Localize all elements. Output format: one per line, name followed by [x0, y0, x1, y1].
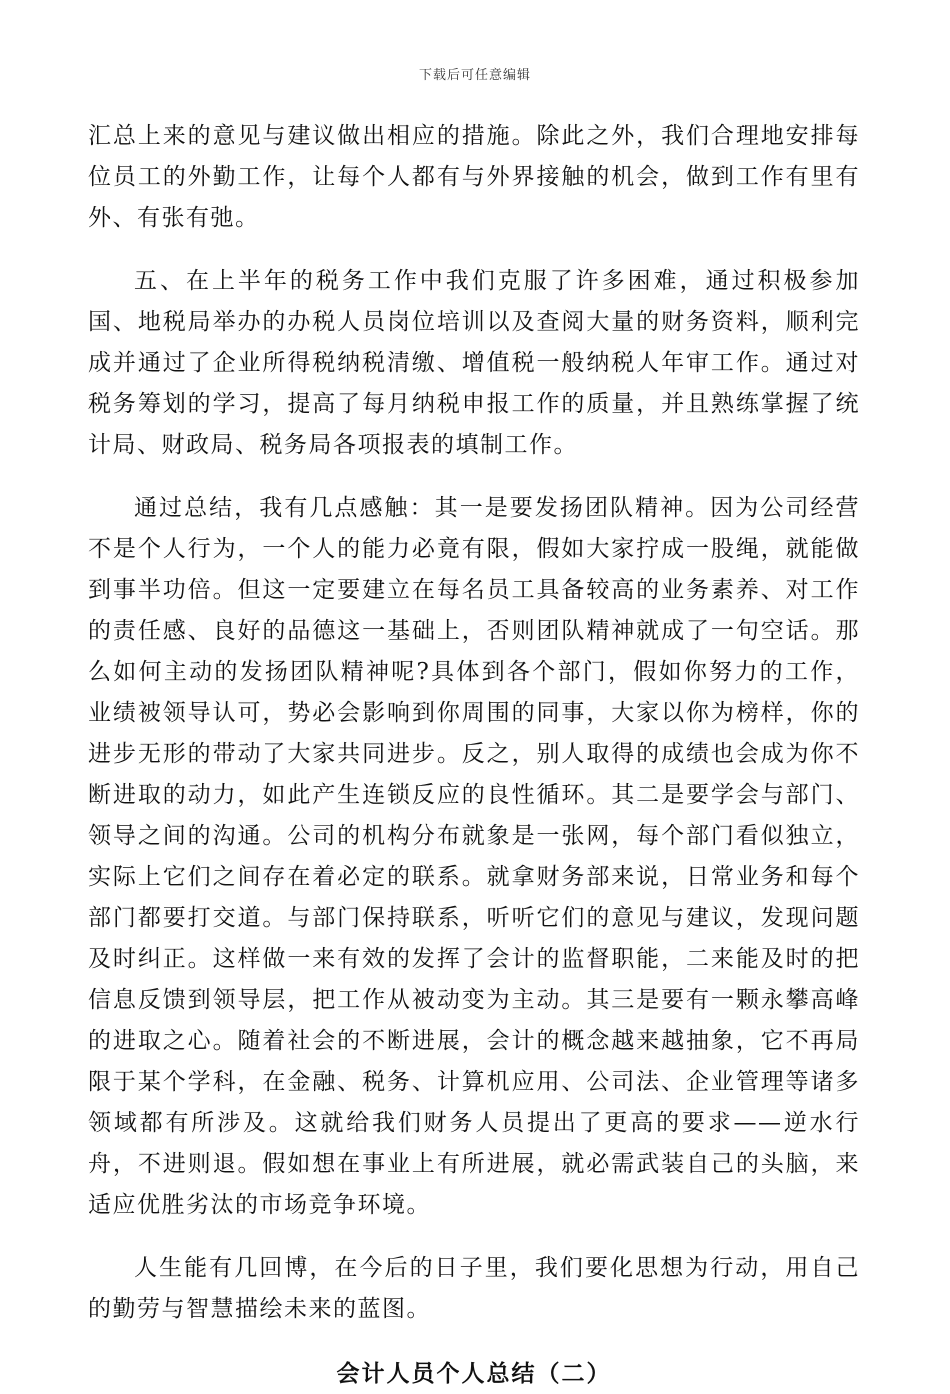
- paragraph-tax-work: 五、在上半年的税务工作中我们克服了许多困难，通过积极参加国、地税局举办的办税人员岗位培训以及查阅大量的财务资料，顺利完成并通过了企业所得税纳税清缴、增值税一般纳税人年审工作。通过对税务筹划的学习，提高了每月纳税申报工作的质量，并且熟练掌握了统计局、财政局、税务局各项报表的填制工作。: [88, 268, 860, 458]
- paragraph-reflections: 通过总结，我有几点感触：其一是要发扬团队精神。因为公司经营不是个人行为，一个人的能力必竟有限，假如大家拧成一股绳，就能做到事半功倍。但这一定要建立在每名员工具备较高的业务素养、对工作的责任感、良好的品德这一基础上，否则团队精神就成了一句空话。那么如何主动的发扬团队精神呢?具体到各个部门，假如你努力的工作，业绩被领导认可，势必会影响到你周围的同事，大家以你为榜样，你的进步无形的带动了大家共同进步。反之，别人取得的成绩也会成为你不断进取的动力，如此产生连锁反应的良性循环。其二是要学会与部门、领导之间的沟通。公司的机构分布就象是一张网，每个部门看似独立，实际上它们之间存在着必定的联系。就拿财务部来说，日常业务和每个部门都要打交道。与部门保持联系，听听它们的意见与建议，发现问题及时纠正。这样做一来有效的发挥了会计的监督职能，二来能及时的把信息反馈到领导层，把工作从被动变为主动。其三是要有一颗永攀高峰的进取之心。随着社会的不断进展，会计的概念越来越抽象，它不再局限于某个学科，在金融、税务、计算机应用、公司法、企业管理等诸多领域都有所涉及。这就给我们财务人员提出了更高的要求——逆水行舟，不进则退。假如想在事业上有所进展，就必需武装自己的头脑，来适应优胜劣汰的市场竞争环境。: [88, 495, 860, 1218]
- page-header: 下载后可任意编辑: [418, 68, 531, 83]
- section-title: 会计人员个人总结（二）: [336, 1360, 612, 1387]
- document-body: [88, 116, 860, 1394]
- paragraph-continuation: 汇总上来的意见与建议做出相应的措施。除此之外，我们合理地安排每位员工的外勤工作，让每个人都有与外界接触的机会，做到工作有里有外、有张有弛。: [88, 123, 860, 231]
- paragraph-closing: 人生能有几回博，在今后的日子里，我们要化思想为行动，用自己的勤劳与智慧描绘未来的蓝图。: [88, 1255, 860, 1322]
